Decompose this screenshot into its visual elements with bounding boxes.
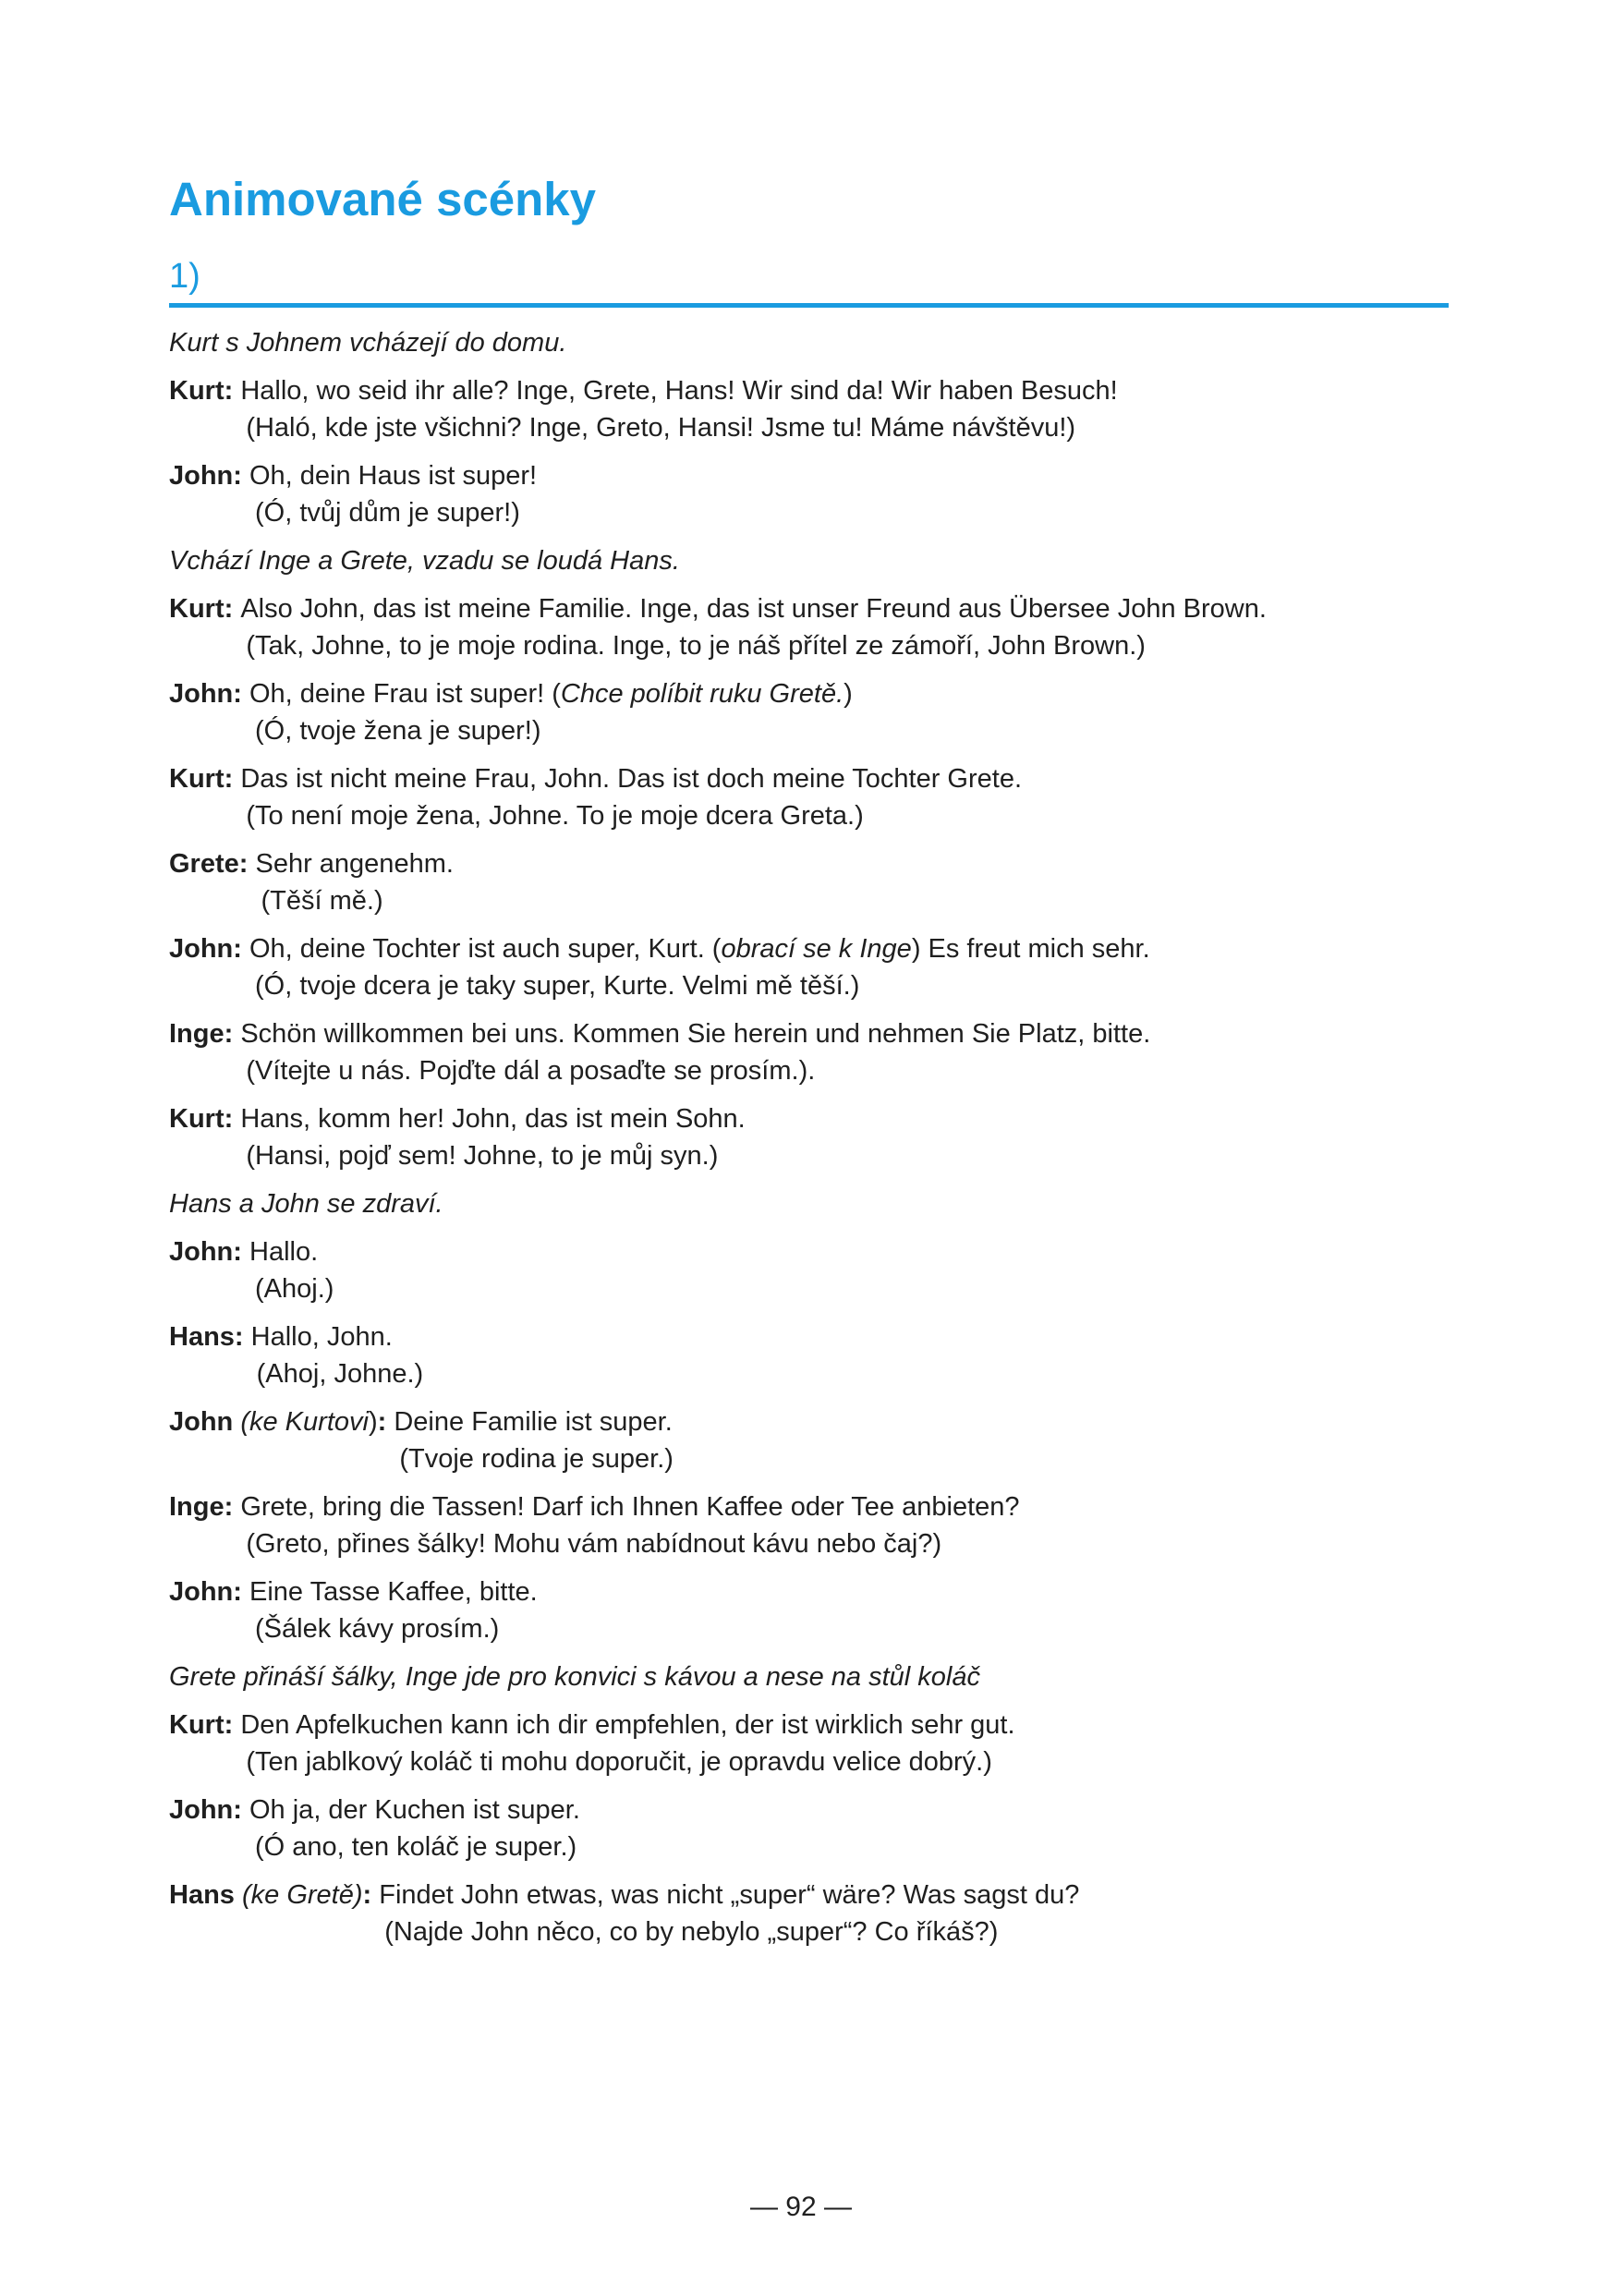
speaker-label: Kurt: <box>169 1104 234 1134</box>
speaker-label: Hans (ke Gretě): <box>169 1880 372 1910</box>
czech-translation: (Haló, kde jste všichni? Inge, Greto, Hansi! Jsme tu! Máme návštěvu!) <box>246 413 1076 443</box>
german-text: Hans, komm her! John, das ist mein Sohn. <box>240 1104 746 1134</box>
dialogue-line <box>169 1792 1449 1865</box>
german-text: Eine Tasse Kaffee, bitte. <box>249 1577 538 1607</box>
stage-note: ke Kurtovi <box>249 1407 369 1437</box>
speaker-label: Hans: <box>169 1322 244 1352</box>
speaker-label: Kurt: <box>169 594 234 624</box>
german-text: Findet John etwas, was nicht „super“ wäre? Was sagst du? <box>379 1880 1080 1910</box>
speaker-label: John: <box>169 1577 242 1607</box>
dialogue-line <box>169 457 1449 531</box>
dialogue-line <box>169 1100 1449 1174</box>
speaker-label: John: <box>169 1237 242 1267</box>
czech-translation: (Ó, tvůj dům je super!) <box>255 498 520 528</box>
czech-translation: (Ahoj, Johne.) <box>256 1359 424 1389</box>
czech-translation: (Vítejte u nás. Pojďte dál a posaďte se prosím.). <box>246 1056 816 1086</box>
speaker-label: John: <box>169 1795 242 1825</box>
stage-note: Chce políbit ruku Gretě. <box>560 679 844 709</box>
german-text: Oh ja, der Kuchen ist super. <box>249 1795 580 1825</box>
dialogue-line <box>169 590 1449 664</box>
czech-translation: (Ó ano, ten koláč je super.) <box>255 1832 577 1862</box>
speaker-label: John: <box>169 934 242 964</box>
czech-translation: (Najde John něco, co by nebylo „super“? Co říkáš?) <box>384 1917 999 1947</box>
speaker-label: John: <box>169 679 242 709</box>
german-text: Oh, deine Frau ist super! (Chce políbit ruku Gretě.) <box>249 679 853 709</box>
stage-note: (ke Gretě) <box>234 1880 363 1910</box>
speaker-label: John: <box>169 461 242 491</box>
dialogue-line <box>169 1233 1449 1307</box>
czech-translation: (Těší mě.) <box>261 886 383 916</box>
page-content <box>169 172 1449 1962</box>
stage-direction: Kurt s Johnem vcházejí do domu. <box>169 328 567 358</box>
dialogue-line <box>169 1015 1449 1089</box>
section-heading: 1) <box>169 255 1449 308</box>
german-text: Den Apfelkuchen kann ich dir empfehlen, der ist wirklich sehr gut. <box>240 1710 1015 1740</box>
stage-note: obrací se k Inge <box>721 934 912 964</box>
german-text: Oh, dein Haus ist super! <box>249 461 538 491</box>
czech-translation: (Ó, tvoje dcera je taky super, Kurte. Velmi mě těší.) <box>255 971 860 1001</box>
czech-translation: (Šálek kávy prosím.) <box>255 1614 500 1644</box>
german-text: Hallo, John. <box>250 1322 393 1352</box>
dialogue <box>169 324 1449 1950</box>
german-text: Schön willkommen bei uns. Kommen Sie herein und nehmen Sie Platz, bitte. <box>240 1019 1151 1049</box>
dialogue-line <box>169 1488 1449 1562</box>
speaker-label: Kurt: <box>169 376 234 406</box>
czech-translation: (Ó, tvoje žena je super!) <box>255 716 541 746</box>
dialogue-line <box>169 675 1449 749</box>
speaker-label: Kurt: <box>169 764 234 794</box>
speaker-label: Kurt: <box>169 1710 234 1740</box>
speaker-label: John (ke Kurtovi): <box>169 1407 387 1437</box>
dialogue-line <box>169 1318 1449 1392</box>
stage-direction: Hans a John se zdraví. <box>169 1189 443 1219</box>
dialogue-line <box>169 1573 1449 1647</box>
dialogue-line <box>169 1877 1449 1950</box>
dialogue-line <box>169 1403 1449 1477</box>
page-number: — 92 — <box>749 2192 853 2222</box>
dialogue-line <box>169 930 1449 1004</box>
german-text: Sehr angenehm. <box>255 849 454 879</box>
czech-translation: (Greto, přines šálky! Mohu vám nabídnout kávu nebo čaj?) <box>246 1529 942 1559</box>
czech-translation: (Hansi, pojď sem! Johne, to je můj syn.) <box>246 1141 719 1171</box>
czech-translation: (To není moje žena, Johne. To je moje dcera Greta.) <box>246 801 864 831</box>
speaker-label: Grete: <box>169 849 249 879</box>
czech-translation: (Ten jablkový koláč ti mohu doporučit, je opravdu velice dobrý.) <box>246 1747 992 1777</box>
dialogue-line <box>169 1707 1449 1780</box>
dialogue-line <box>169 760 1449 834</box>
page-title: Animované scénky <box>169 173 597 225</box>
stage-direction: Vchází Inge a Grete, vzadu se loudá Hans. <box>169 546 680 576</box>
german-text: Hallo. <box>249 1237 319 1267</box>
speaker-label: Inge: <box>169 1492 234 1522</box>
czech-translation: (Tak, Johne, to je moje rodina. Inge, to je náš přítel ze zámoří, John Brown.) <box>246 631 1146 661</box>
czech-translation: (Ahoj.) <box>255 1274 334 1304</box>
speaker-label: Inge: <box>169 1019 234 1049</box>
german-text: Das ist nicht meine Frau, John. Das ist doch meine Tochter Grete. <box>240 764 1023 794</box>
stage-direction: Grete přináší šálky, Inge jde pro konvici s kávou a nese na stůl koláč <box>169 1662 980 1692</box>
german-text: Deine Familie ist super. <box>394 1407 673 1437</box>
german-text: Hallo, wo seid ihr alle? Inge, Grete, Hans! Wir sind da! Wir haben Besuch! <box>240 376 1118 406</box>
german-text: Also John, das ist meine Familie. Inge, das ist unser Freund aus Übersee John Brown. <box>240 594 1267 624</box>
dialogue-line <box>169 372 1449 446</box>
czech-translation: (Tvoje rodina je super.) <box>399 1444 674 1474</box>
dialogue-line <box>169 845 1449 919</box>
german-text: Oh, deine Tochter ist auch super, Kurt. (obrací se k Inge) Es freut mich sehr. <box>249 934 1150 964</box>
german-text: Grete, bring die Tassen! Darf ich Ihnen Kaffee oder Tee anbieten? <box>240 1492 1020 1522</box>
